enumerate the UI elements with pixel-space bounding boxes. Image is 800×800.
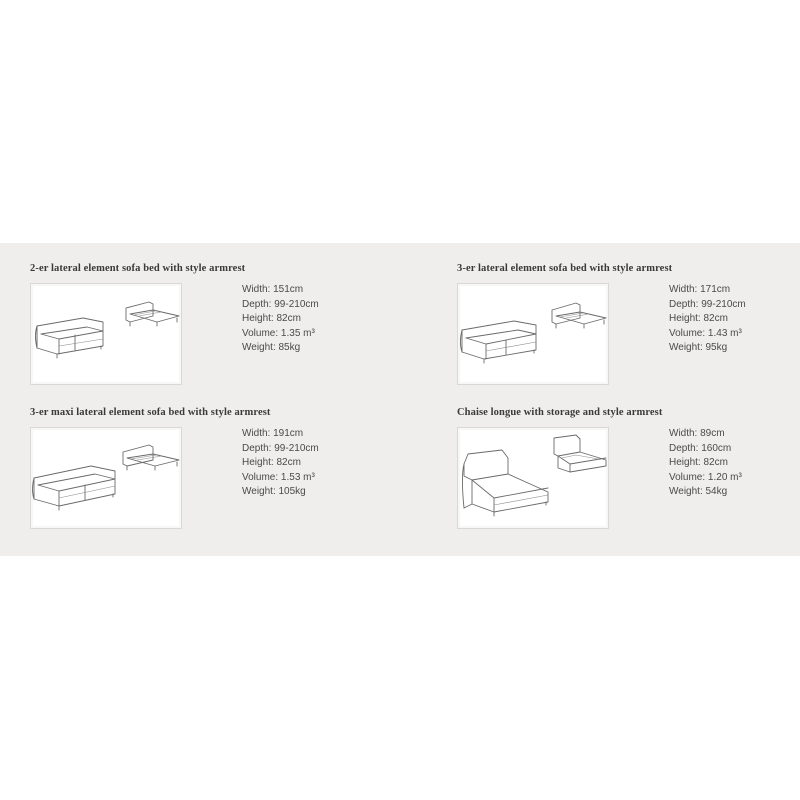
product-card-chaise-longue (457, 407, 797, 532)
spec-depth: Depth: 99-210cm (242, 298, 319, 310)
spec-weight: Weight: 105kg (242, 486, 306, 498)
spec-width: Width: 89cm (669, 428, 725, 439)
spec-depth: Depth: 99-210cm (669, 298, 746, 310)
product-title: 2-er lateral element sofa bed with style armrest (30, 263, 246, 274)
chaise-longue-storage-icon[interactable] (457, 427, 609, 529)
spec-volume: Volume: 1.43 m³ (669, 327, 742, 339)
spec-list (242, 283, 319, 356)
product-title: 3-er lateral element sofa bed with style armrest (457, 263, 673, 274)
product-card-three-seat-maxi (30, 407, 390, 532)
spec-weight: Weight: 85kg (242, 342, 301, 354)
three-seat-lateral-sofa-bed-icon[interactable] (457, 283, 609, 385)
spec-height: Height: 82cm (669, 457, 728, 469)
spec-depth: Depth: 160cm (669, 442, 732, 454)
spec-weight: Weight: 54kg (669, 486, 728, 498)
three-seat-maxi-lateral-sofa-bed-icon[interactable] (30, 427, 182, 529)
spec-volume: Volume: 1.20 m³ (669, 471, 742, 483)
spec-height: Height: 82cm (242, 457, 301, 469)
spec-list (669, 283, 746, 356)
spec-width: Width: 191cm (242, 428, 304, 439)
spec-depth: Depth: 99-210cm (242, 442, 319, 454)
spec-list (242, 427, 319, 500)
product-card-two-seat (30, 263, 390, 388)
product-card-three-seat (457, 263, 797, 388)
spec-height: Height: 82cm (242, 313, 301, 325)
product-title: Chaise longue with storage and style armrest (457, 407, 663, 418)
product-grid-section (0, 243, 800, 556)
spec-volume: Volume: 1.35 m³ (242, 327, 315, 339)
spec-list (669, 427, 742, 500)
spec-volume: Volume: 1.53 m³ (242, 471, 315, 483)
spec-height: Height: 82cm (669, 313, 728, 325)
spec-weight: Weight: 95kg (669, 342, 728, 354)
spec-width: Width: 151cm (242, 284, 304, 295)
two-seat-lateral-sofa-bed-icon[interactable] (30, 283, 182, 385)
product-title: 3-er maxi lateral element sofa bed with style armrest (30, 407, 271, 418)
spec-width: Width: 171cm (669, 284, 731, 295)
